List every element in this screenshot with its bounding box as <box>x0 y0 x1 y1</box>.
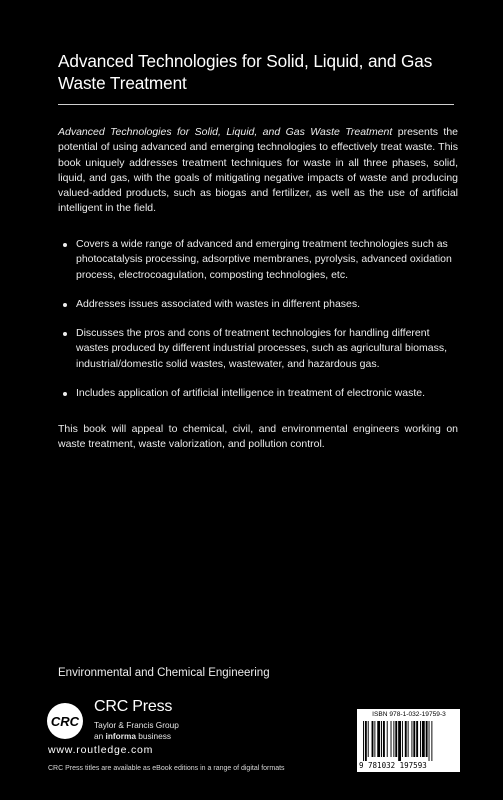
informa-suffix: business <box>135 731 172 741</box>
barcode-bar <box>377 721 380 757</box>
barcode-bars <box>361 721 456 761</box>
barcode-bar <box>381 721 382 757</box>
barcode-bar <box>431 721 432 761</box>
ebook-note: CRC Press titles are available as eBook editions in a range of digital formats <box>48 765 285 772</box>
feature-item <box>58 326 458 372</box>
bullet-dot <box>63 392 67 396</box>
feature-text: Covers a wide range of advanced and emerging treatment technologies such as photocatalysis processing, adsorptive membranes, pyrolysis, advanced oxidation process, electrocoagulation, composting technologies, etc. <box>76 238 452 281</box>
intro-text: presents the potential of using advanced and emerging technologies to effectively treat waste. This book uniquely addresses treatment techniques for waste in all three phases, solid, liquid, and gas, with the goals of mitigating negative impacts of waste and producing valued-added products, such as biogas and fertilizer, as well as the use of artificial intelligent in the field. <box>58 126 459 215</box>
book-title: Advanced Technologies for Solid, Liquid, and Gas Waste Treatment <box>58 51 433 93</box>
barcode-bar <box>391 721 392 757</box>
informa-bold: informa <box>105 731 136 741</box>
crc-logo-icon <box>46 702 84 740</box>
barcode-bar <box>411 721 412 757</box>
publisher-logo <box>46 690 246 752</box>
barcode-bar <box>420 721 421 757</box>
feature-text: Addresses issues associated with wastes in different phases. <box>76 297 361 310</box>
informa-prefix: an <box>94 731 106 741</box>
feature-text: Discusses the pros and cons of treatment technologies for handling different wastes produced by different industrial processes, such as agricultural biomass, industrial/domestic solid wastes, wastewater, and hazardous gas. <box>76 327 447 370</box>
barcode-bar <box>429 721 430 761</box>
publisher-group: Taylor & Francis Group <box>94 720 179 730</box>
barcode-bar <box>405 721 407 757</box>
barcode-bar <box>372 721 374 757</box>
barcode-bar <box>368 721 369 757</box>
intro-paragraph <box>58 125 458 217</box>
isbn-number: ISBN 978-1-032-19759-3 <box>372 711 446 718</box>
series-name: Environmental and Chemical Engineering <box>58 667 270 679</box>
logo-text: CRC <box>50 714 80 729</box>
title-divider <box>58 104 454 105</box>
feature-list <box>58 237 458 415</box>
barcode-bar <box>398 721 401 761</box>
barcode-bar <box>393 721 394 757</box>
bullet-dot <box>63 243 67 247</box>
publisher-website: www.routledge.com <box>48 744 154 756</box>
feature-item <box>58 297 458 312</box>
barcode-bar <box>408 721 409 757</box>
feature-item <box>58 386 458 401</box>
publisher-informa <box>94 731 171 741</box>
barcode-digits: 9 781032 197593 <box>359 761 427 770</box>
barcode-bar <box>374 721 375 757</box>
publisher-name: CRC Press <box>94 698 173 715</box>
barcode-bar <box>402 721 403 757</box>
barcode-bar <box>365 721 367 761</box>
isbn-barcode <box>357 709 460 772</box>
barcode-bar <box>416 721 418 757</box>
bullet-dot <box>63 303 67 307</box>
barcode-bar <box>413 721 415 757</box>
barcode-bar <box>422 721 425 757</box>
barcode-bar <box>387 721 388 757</box>
closing-paragraph: This book will appeal to chemical, civil, and environmental engineers working on waste treatment, waste valorization, and pollution control. <box>58 423 458 451</box>
bullet-dot <box>63 332 67 336</box>
feature-item <box>58 237 458 283</box>
barcode-bar <box>426 721 428 757</box>
barcode-bar <box>383 721 385 757</box>
feature-text: Includes application of artificial intelligence in treatment of electronic waste. <box>76 387 426 400</box>
intro-italic-title: Advanced Technologies for Solid, Liquid, and Gas Waste Treatment <box>58 126 393 138</box>
barcode-bar <box>395 721 397 757</box>
barcode-bar <box>363 721 364 761</box>
